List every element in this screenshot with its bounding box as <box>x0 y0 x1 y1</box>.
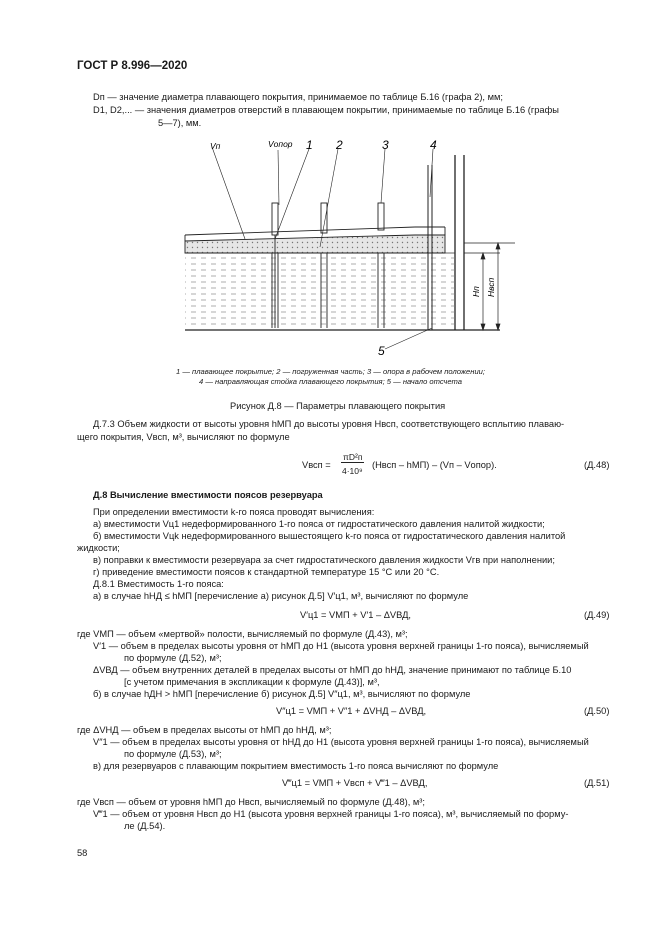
eq48-denominator: 4·10⁹ <box>342 466 363 476</box>
where49-line-5: б) в случае hДН > hМП [перечисление б) рисунок Д.5] V″ц1, м³, вычисляют по формуле <box>93 689 471 699</box>
d8-line-3: жидкости; <box>77 543 120 553</box>
where50-line-2: по формуле (Д.53), м³; <box>124 749 222 759</box>
figure-legend-line2: 4 — направляющая стойка плавающего покрытия; 5 — начало отсчета <box>199 377 462 386</box>
where49-line-4: [с учетом примечания в экспликации к формуле (Д.43)], м³, <box>124 677 380 687</box>
label-1: 1 <box>306 138 313 152</box>
label-4: 4 <box>430 138 437 152</box>
definition-dp: Dп — значение диаметра плавающего покрытия, принимаемое по таблице Б.16 (графа 2), мм; <box>93 92 503 102</box>
eq49-number: (Д.49) <box>584 610 610 620</box>
where50-line-3: в) для резервуаров с плавающим покрытием вместимость 1-го пояса вычисляют по формуле <box>93 761 499 771</box>
d8-line-6: Д.8.1 Вместимость 1-го пояса: <box>93 579 224 589</box>
label-2: 2 <box>336 138 343 152</box>
label-3: 3 <box>382 138 389 152</box>
eq51-formula: V‴ц1 = VМП + Vвсп + V‴1 – ΔVВД, <box>282 778 428 788</box>
where49-line-2: по формуле (Д.52), м³; <box>124 653 222 663</box>
where49-line-1: V′1 — объем в пределах высоты уровня от hМП до H1 (высота уровня верхней границы 1-го пояса), вычисляемый <box>93 641 589 651</box>
paragraph-d73-line2: щего покрытия, Vвсп, м³, вычисляют по формуле <box>77 432 290 442</box>
label-hvsp: Hвсп <box>486 277 496 297</box>
label-vp: Vп <box>210 141 221 151</box>
eq50-number: (Д.50) <box>584 706 610 716</box>
eq48-number: (Д.48) <box>584 460 610 470</box>
where49-line-0: где VМП — объем «мертвой» полости, вычисляемый по формуле (Д.43), м³; <box>77 629 408 639</box>
where50-line-1: V″1 — объем в пределах высоты уровня от hНД до H1 (высота уровня верхней границы 1-го пояса), вычисляемый <box>93 737 589 747</box>
d8-line-4: в) поправки к вместимости резервуара за счет гидростатического давления жидкости Vгв при наполнении; <box>93 555 555 565</box>
eq50-formula: V″ц1 = VМП + V″1 + ΔVНД – ΔVВД, <box>276 706 427 716</box>
label-vopor: Vопор <box>268 139 293 149</box>
eq48-rest: (Hвсп – hМП) – (Vп – Vопор). <box>372 460 497 470</box>
eq48-numerator: πD²п <box>343 452 363 462</box>
d8-line-0: При определении вместимости k-го пояса проводят вычисления: <box>93 507 375 517</box>
section-d8-title: Д.8 Вычисление вместимости поясов резервуара <box>93 490 323 500</box>
d8-line-7: а) в случае hНД ≤ hМП [перечисление а) рисунок Д.5] V′ц1, м³, вычисляют по формуле <box>93 591 469 601</box>
where51-line-2: ле (Д.54). <box>124 821 166 831</box>
definition-d1-d2: D1, D2,... — значения диаметров отверстий в плавающем покрытии, принимаемые по таблице Б.16 (графы <box>93 105 559 115</box>
eq49-formula: V′ц1 = VМП + V′1 – ΔVВД, <box>300 610 411 620</box>
where50-line-0: где ΔVНД — объем в пределах высоты от hМП до hНД, м³; <box>77 725 332 735</box>
d8-line-2: б) вместимости Vцk недеформированного вышестоящего k-го пояса от гидростатического давления налитой <box>93 531 566 541</box>
floating-cover-figure <box>180 135 520 360</box>
document-header: ГОСТ Р 8.996—2020 <box>77 60 188 72</box>
page-number: 58 <box>77 848 88 858</box>
d8-line-5: г) приведение вместимости поясов к стандартной температуре 15 °С или 20 °С. <box>93 567 440 577</box>
liquid-area <box>185 253 455 330</box>
tank-wall <box>455 155 464 330</box>
definition-d1-d2-cont: 5—7), мм. <box>158 118 202 128</box>
label-5: 5 <box>378 344 385 358</box>
floating-cover-shape <box>185 235 445 253</box>
d8-line-1: а) вместимости Vц1 недеформированного 1-го пояса от гидростатического давления налитой жидкости; <box>93 519 545 529</box>
figure-legend-line1: 1 — плавающее покрытие; 2 — погруженная часть; 3 — опора в рабочем положении; <box>175 367 485 376</box>
where49-line-3: ΔVВД — объем внутренних деталей в пределах высоты от hМП до hНД, значение принимают по таблице Б.10 <box>93 665 572 675</box>
label-hp: Hп <box>471 286 481 297</box>
figure-caption: Рисунок Д.8 — Параметры плавающего покрытия <box>230 401 446 411</box>
where51-line-1: V‴1 — объем от уровня Hвсп до H1 (высота уровня верхней границы 1-го пояса), м³, вычисляемый по форму- <box>93 809 569 819</box>
paragraph-d73-line1: Д.7.3 Объем жидкости от высоты уровня hМП до высоты уровня Hвсп, соответствующего всплытию плаваю- <box>93 419 565 429</box>
eq51-number: (Д.51) <box>584 778 610 788</box>
where51-line-0: где Vвсп — объем от уровня hМП до Hвсп, вычисляемый по формуле (Д.48), м³; <box>77 797 425 807</box>
eq48-lhs: Vвсп = <box>302 460 331 470</box>
